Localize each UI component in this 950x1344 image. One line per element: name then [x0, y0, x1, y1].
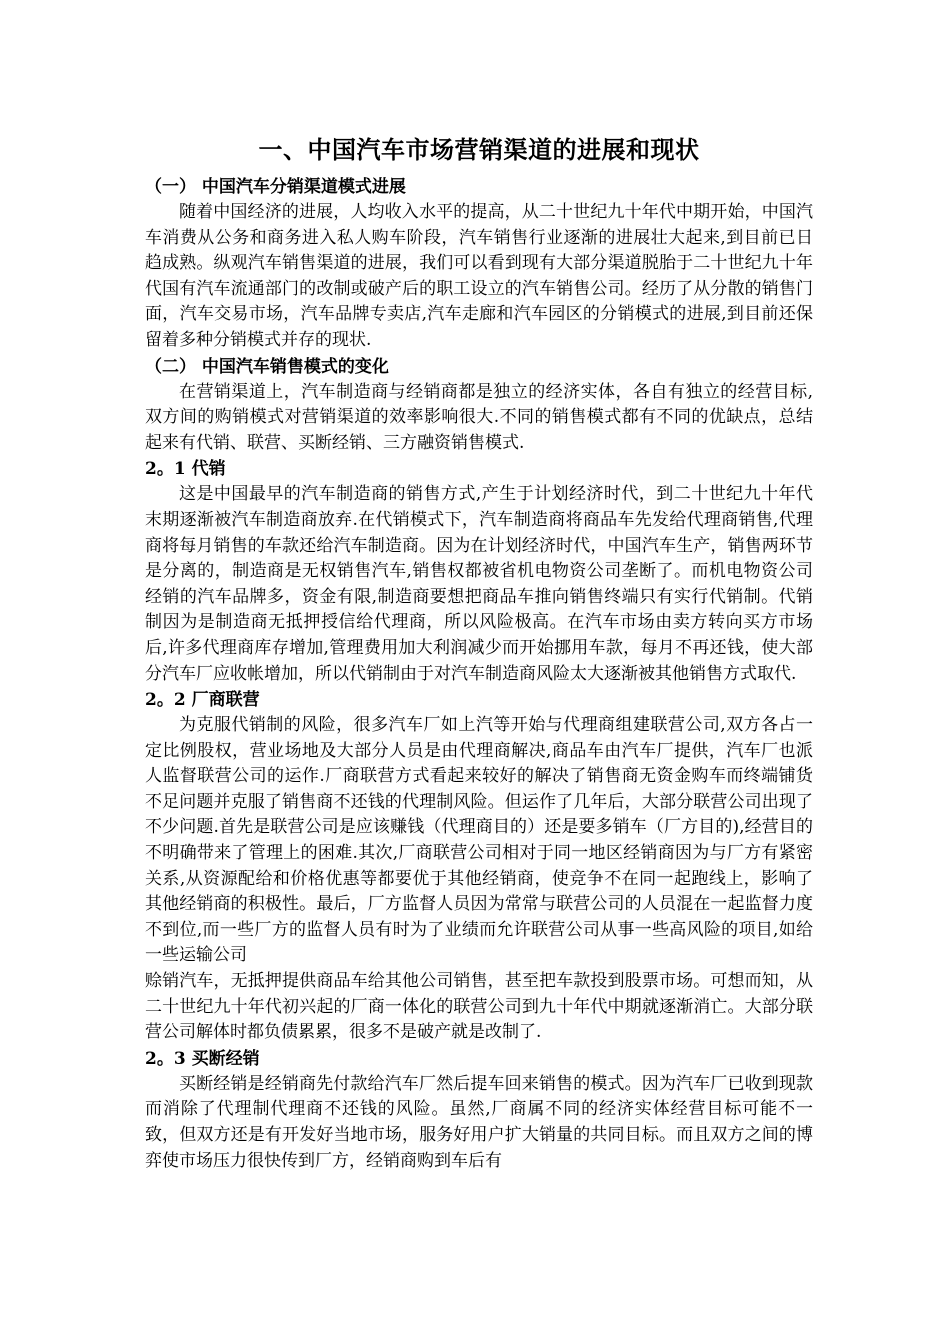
paragraph-continuation: 赊销汽车，无抵押提供商品车给其他公司销售，甚至把车款投到股票市场。可想而知，从二十世纪九十年代初兴起的厂商一体化的联营公司到九十年代中期就逐渐消亡。大部分联营公司解体时都负债累累，很多不是破产就是改制了. [145, 971, 813, 1043]
section-heading-2: （二） 中国汽车销售模式的变化 [145, 356, 389, 377]
paragraph: 随着中国经济的进展，人均收入水平的提高，从二十世纪九十年代中期开始，中国汽车消费从公务和商务进入私人购车阶段，汽车销售行业逐渐的进展壮大起来,到目前已日趋成熟。纵观汽车销售渠道的进展，我们可以看到现有大部分渠道脱胎于二十世纪九十年代国有汽车流通部门的改制或破产后的职工设立的汽车销售公司。经历了从分散的销售门面，汽车交易市场，汽车品牌专卖店,汽车走廊和汽车园区的分销模式的进展,到目前还保留着多种分销模式并存的现状. [145, 202, 813, 350]
section-heading-2-2: 2。2 厂商联营 [145, 690, 260, 711]
section-heading-2-3: 2。3 买断经销 [145, 1048, 260, 1069]
document-title: 一、中国汽车市场营销渠道的进展和现状 [258, 135, 700, 164]
paragraph: 为克服代销制的风险，很多汽车厂如上汽等开始与代理商组建联营公司,双方各占一定比例股权，营业场地及大部分人员是由代理商解决,商品车由汽车厂提供，汽车厂也派人监督联营公司的运作.厂商联营方式看起来较好的解决了销售商无资金购车而终端铺货不足问题并克服了销售商不还钱的代理制风险。但运作了几年后，大部分联营公司出现了不少问题.首先是联营公司是应该赚钱（代理商目的）还是要多销车（厂方目的),经营目的不明确带来了管理上的困难.其次,厂商联营公司相对于同一地区经销商因为与厂方有紧密关系,从资源配给和价格优惠等都要优于其他经销商，使竞争不在同一起跑线上，影响了其他经销商的积极性。最后，厂方监督人员因为常常与联营公司的人员混在一起监督力度不到位,而一些厂方的监督人员有时为了业绩而允许联营公司从事一些高风险的项目,如给一些运输公司 [145, 715, 813, 966]
paragraph: 买断经销是经销商先付款给汽车厂然后提车回来销售的模式。因为汽车厂已收到现款而消除了代理制代理商不还钱的风险。虽然,厂商属不同的经济实体经营目标可能不一致，但双方还是有开发好当地市场，服务好用户扩大销量的共同目标。而且双方之间的博弈使市场压力很快传到厂方，经销商购到车后有 [145, 1073, 813, 1171]
section-heading-1: （一） 中国汽车分销渠道模式进展 [145, 177, 406, 197]
section-heading-2-1: 2。1 代销 [145, 459, 226, 480]
paragraph: 在营销渠道上，汽车制造商与经销商都是独立的经济实体，各自有独立的经营目标,双方间的购销模式对营销渠道的效率影响很大.不同的销售模式都有不同的优缺点，总结起来有代销、联营、买断经销、三方融资销售模式. [145, 381, 813, 453]
document-page [145, 128, 813, 1174]
paragraph: 这是中国最早的汽车制造商的销售方式,产生于计划经济时代，到二十世纪九十年代末期逐渐被汽车制造商放弃.在代销模式下，汽车制造商将商品车先发给代理商销售,代理商将每月销售的车款还给汽车制造商。因为在计划经济时代，中国汽车生产，销售两环节是分离的，制造商是无权销售汽车,销售权都被省机电物资公司垄断了。而机电物资公司经销的汽车品牌多，资金有限,制造商要想把商品车推向销售终端只有实行代销制。代销制因为是制造商无抵押授信给代理商，所以风险极高。在汽车市场由卖方转向买方市场后,许多代理商库存增加,管理费用加大利润减少而开始挪用车款，每月不再还钱，使大部分汽车厂应收帐增加，所以代销制由于对汽车制造商风险太大逐渐被其他销售方式取代. [145, 484, 813, 684]
